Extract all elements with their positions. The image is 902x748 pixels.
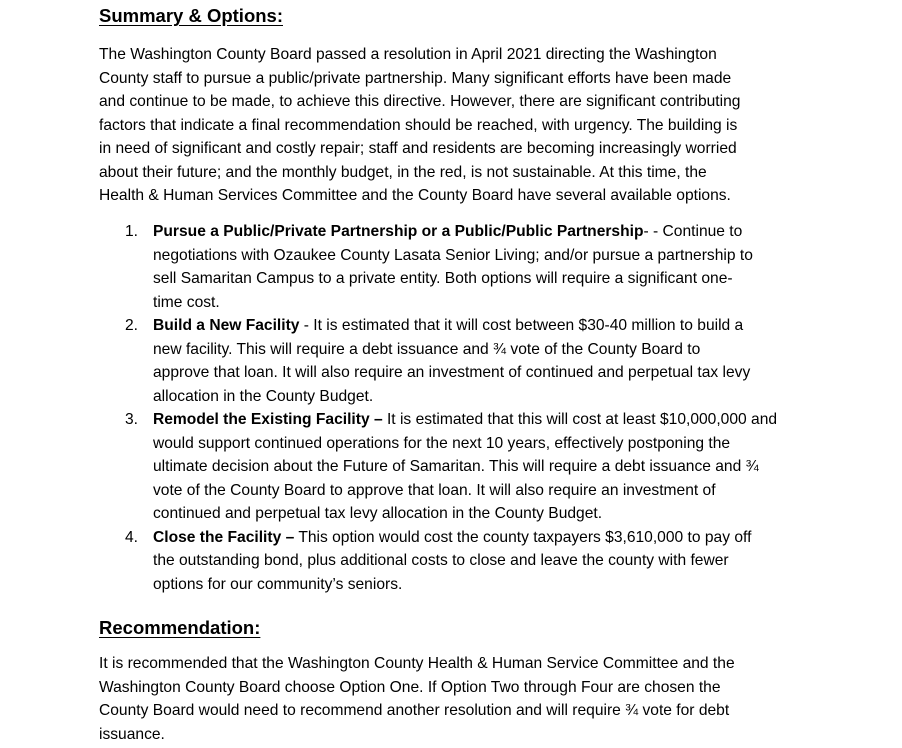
- option-title: Build a New Facility: [153, 317, 300, 334]
- recommendation-line: issuance.: [99, 725, 165, 743]
- option-item-4: [0, 526, 902, 597]
- summary-line: factors that indicate a final recommendation should be reached, with urgency. The building is: [99, 116, 738, 134]
- summary-heading: Summary & Options:: [99, 5, 283, 26]
- summary-line: Health & Human Services Committee and the County Board have several available options.: [99, 187, 731, 204]
- recommendation-heading: Recommendation:: [99, 617, 261, 638]
- option-title: Close the Facility –: [153, 528, 295, 546]
- option-number: 2.: [125, 317, 139, 334]
- option-number: 4.: [125, 528, 139, 546]
- option-number: 3.: [125, 411, 139, 428]
- option-text: - It is estimated that it will cost between $30-40 million to build a: [299, 317, 744, 334]
- option-text-line: new facility. This will require a debt issuance and ¾ vote of the County Board to: [153, 340, 701, 358]
- recommendation-line: It is recommended that the Washington County Health & Human Service Committee and the: [99, 655, 735, 672]
- option-text-line: ultimate decision about the Future of Samaritan. This will require a debt issuance and ¾: [153, 458, 759, 475]
- option-number: 1.: [125, 223, 139, 240]
- option-item-2: [0, 314, 902, 408]
- summary-line: in need of significant and costly repair; staff and residents are becoming increasingly worried: [99, 140, 737, 157]
- option-text-line: sell Samaritan Campus to a private entity. Both options will require a significant one-: [153, 270, 733, 287]
- option-title: Remodel the Existing Facility –: [153, 411, 383, 428]
- option-text-line: allocation in the County Budget.: [153, 387, 374, 405]
- option-text: - - Continue to: [643, 223, 743, 240]
- option-text-line: the outstanding bond, plus additional costs to close and leave the county with fewer: [153, 552, 729, 569]
- summary-line: and continue to be made, to achieve this directive. However, there are significant contributing: [99, 93, 741, 110]
- option-title: Pursue a Public/Private Partnership or a Public/Public Partnership: [153, 223, 644, 240]
- summary-paragraph: [99, 43, 804, 208]
- option-text: This option would cost the county taxpayers $3,610,000 to pay off: [294, 528, 752, 546]
- option-text-line: vote of the County Board to approve that loan. It will also require an investment of: [153, 481, 716, 499]
- summary-line: about their future; and the monthly budget, in the red, is not sustainable. At this time, the: [99, 163, 707, 181]
- options-list: [0, 220, 902, 596]
- option-item-1: [0, 220, 902, 314]
- summary-line: The Washington County Board passed a resolution in April 2021 directing the Washington: [99, 46, 717, 63]
- option-text-line: continued and perpetual tax levy allocation in the County Budget.: [153, 505, 603, 522]
- option-text: It is estimated that this will cost at least $10,000,000 and: [382, 411, 778, 428]
- recommendation-paragraph: [99, 652, 804, 746]
- option-text-line: would support continued operations for the next 10 years, effectively postponing the: [153, 434, 731, 452]
- option-text-line: negotiations with Ozaukee County Lasata Senior Living; and/or pursue a partnership to: [153, 246, 753, 264]
- option-item-3: [0, 408, 902, 526]
- recommendation-line: County Board would need to recommend another resolution and will require ¾ vote for debt: [99, 702, 730, 719]
- summary-line: County staff to pursue a public/private partnership. Many significant efforts have been made: [99, 69, 732, 87]
- option-text-line: time cost.: [153, 293, 220, 311]
- recommendation-line: Washington County Board choose Option One. If Option Two through Four are chosen the: [99, 678, 721, 696]
- option-text-line: approve that loan. It will also require an investment of continued and perpetual tax levy: [153, 364, 751, 381]
- option-text-line: options for our community’s seniors.: [153, 575, 403, 593]
